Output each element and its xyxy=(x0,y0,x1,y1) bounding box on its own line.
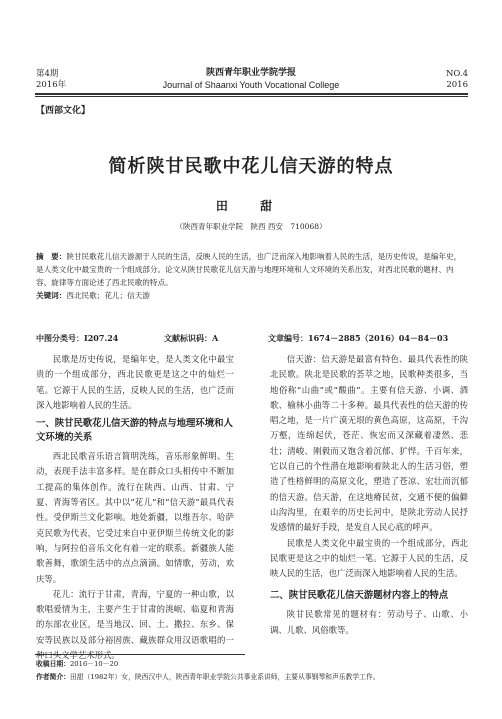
footnote-rule xyxy=(35,654,245,655)
header-rule-thin xyxy=(35,96,468,97)
body-paragraph: 陕甘民歌常见的题材有：劳动号子、山歌、小调、儿歌、风俗歌等。 xyxy=(270,609,468,635)
received-label: 收稿日期： xyxy=(36,660,70,668)
journal-title-cn: 陕西青年职业学院学报 xyxy=(205,68,296,78)
body-paragraph: 民歌是人类文化中最宝贵的一个组成部分，西北民歌更是这之中的灿烂一笔。它源于人民的生活，反映人民的生活，也广泛而深入地影响着人民的生活。 xyxy=(270,537,468,579)
header-year: 2016年 xyxy=(36,80,67,90)
document-code: 文献标识码：A xyxy=(164,333,219,343)
section-heading-1: 一、陕甘民歌花儿信天游的特点与地理环境和人文环境的关系 xyxy=(36,418,233,444)
author-bio-label: 作者简介： xyxy=(36,673,70,681)
intro-paragraph: 民歌是历史传说，是编年史，是人类文化中最宝贵的一个组成部分，西北民歌更是这之中的灿烂一笔。它源于人民的生活，反映人民的生活，也广泛而深入地影响着人民的生活。 xyxy=(36,354,234,410)
article-title: 简析陕甘民歌中花儿信天游的特点 xyxy=(108,156,394,177)
clc-number: 中图分类号：I207.24 xyxy=(36,333,119,343)
header-issue: 第4期 xyxy=(36,69,59,79)
author-name: 田 甜 xyxy=(215,199,287,213)
body-paragraph: 信天游：信天游是最富有特色、最具代表性的陕北民歌。陕北是民歌的荟萃之地，民歌种类很多，当地俗称“山曲”或“酸曲”。主要有信天游、小调、酒歌、榆林小曲等二十多种。最具代表性的信天游的传唱之地，是一片广漠无垠的黄色高原，这高原，千沟万壑，连绵起伏，苍茫、恢宏而又深藏着凄然、悲壮；清峻、刚毅而又饱含着沉郁、犷悍。千百年来，它以自己的个性潜在地影响着陕北人的生活习俗，塑造了性格鲜明的高原文化，塑造了苍凉、宏壮而沉郁的信天游。信天游，在这地瘠民贫，交通不便的偏僻山沟沟里，在艰辛的历史长河中，是陕北劳动人民抒发感情的最好手段，是发自人民心底的呼声。 xyxy=(270,354,468,533)
author-affiliation: （陕西青年职业学院 陕西 西安 710068） xyxy=(175,222,327,231)
header-rule xyxy=(35,93,468,95)
left-column xyxy=(36,352,234,663)
received-date: 2016－10－20 xyxy=(69,660,119,668)
abstract-text: 陕甘民歌花儿信天游源于人民的生活，反映人民的生活，也广泛而深入地影响着人民的生活，是历史传说，是编年史，是人类文化中最宝贵的一个组成部分。论文从陕甘民歌花儿信天游与地理环境和人文环境的关系出发，对西北民歌的题材、内容、旋律等方面论述了西北民歌的特点。 xyxy=(36,252,462,287)
footnote-received xyxy=(36,658,468,670)
section-tag: 【西部文化】 xyxy=(36,106,91,116)
keywords-label: 关键词： xyxy=(36,291,67,300)
classification-row xyxy=(36,333,468,344)
abstract xyxy=(36,250,468,302)
author-bio: 田甜（1982年）女，陕西汉中人，陕西青年职业学院公共事业系讲师，主要从事钢琴和声乐教学工作。 xyxy=(69,673,380,681)
article-number: 文章编号：1674－2885（2016）04－84－03 xyxy=(268,333,449,343)
body-paragraph: 花儿：流行于甘肃，青海，宁夏的一种山歌，以歌唱爱情为主，主要产生于甘肃的洮岷、临夏和青海的东部农业区，是当地汉、回、土、撒拉、东乡、保安等民族以及部分裕固族、藏族群众用汉语歌唱的一种口头文学艺术形式。 xyxy=(36,588,234,661)
abstract-label: 摘 要： xyxy=(36,252,67,261)
keywords: 西北民歌；花儿；信天游 xyxy=(66,291,150,300)
footnote-author xyxy=(36,671,468,683)
right-column xyxy=(270,352,468,638)
section-heading-2: 二、陕甘民歌花儿信天游题材内容上的特点 xyxy=(270,590,449,602)
header-number: NO.4 xyxy=(445,69,468,79)
body-paragraph: 西北民歌音乐语言简明洗练，音乐形象鲜明、生动，表现手法丰富多样。是在群众口头相传中不断加工提高的集体创作。流行在陕西、山西、甘肃、宁夏、青海等省区。其中以“花儿”和“信天游”最具代表性。受伊斯兰文化影响。地处新疆，以维吾尔、哈萨克民歌为代表，它受过来自中亚伊斯兰传统文化的影响，与阿拉伯音乐文化有着一定的联系。新疆族人能歌善舞，歌颂生活中的点点滴滴。如情歌，劳动，欢庆等。 xyxy=(36,451,234,584)
journal-title-en: Journal of Shaanxi Youth Vocational College xyxy=(162,80,340,90)
header-year-right: 2016 xyxy=(446,80,468,90)
